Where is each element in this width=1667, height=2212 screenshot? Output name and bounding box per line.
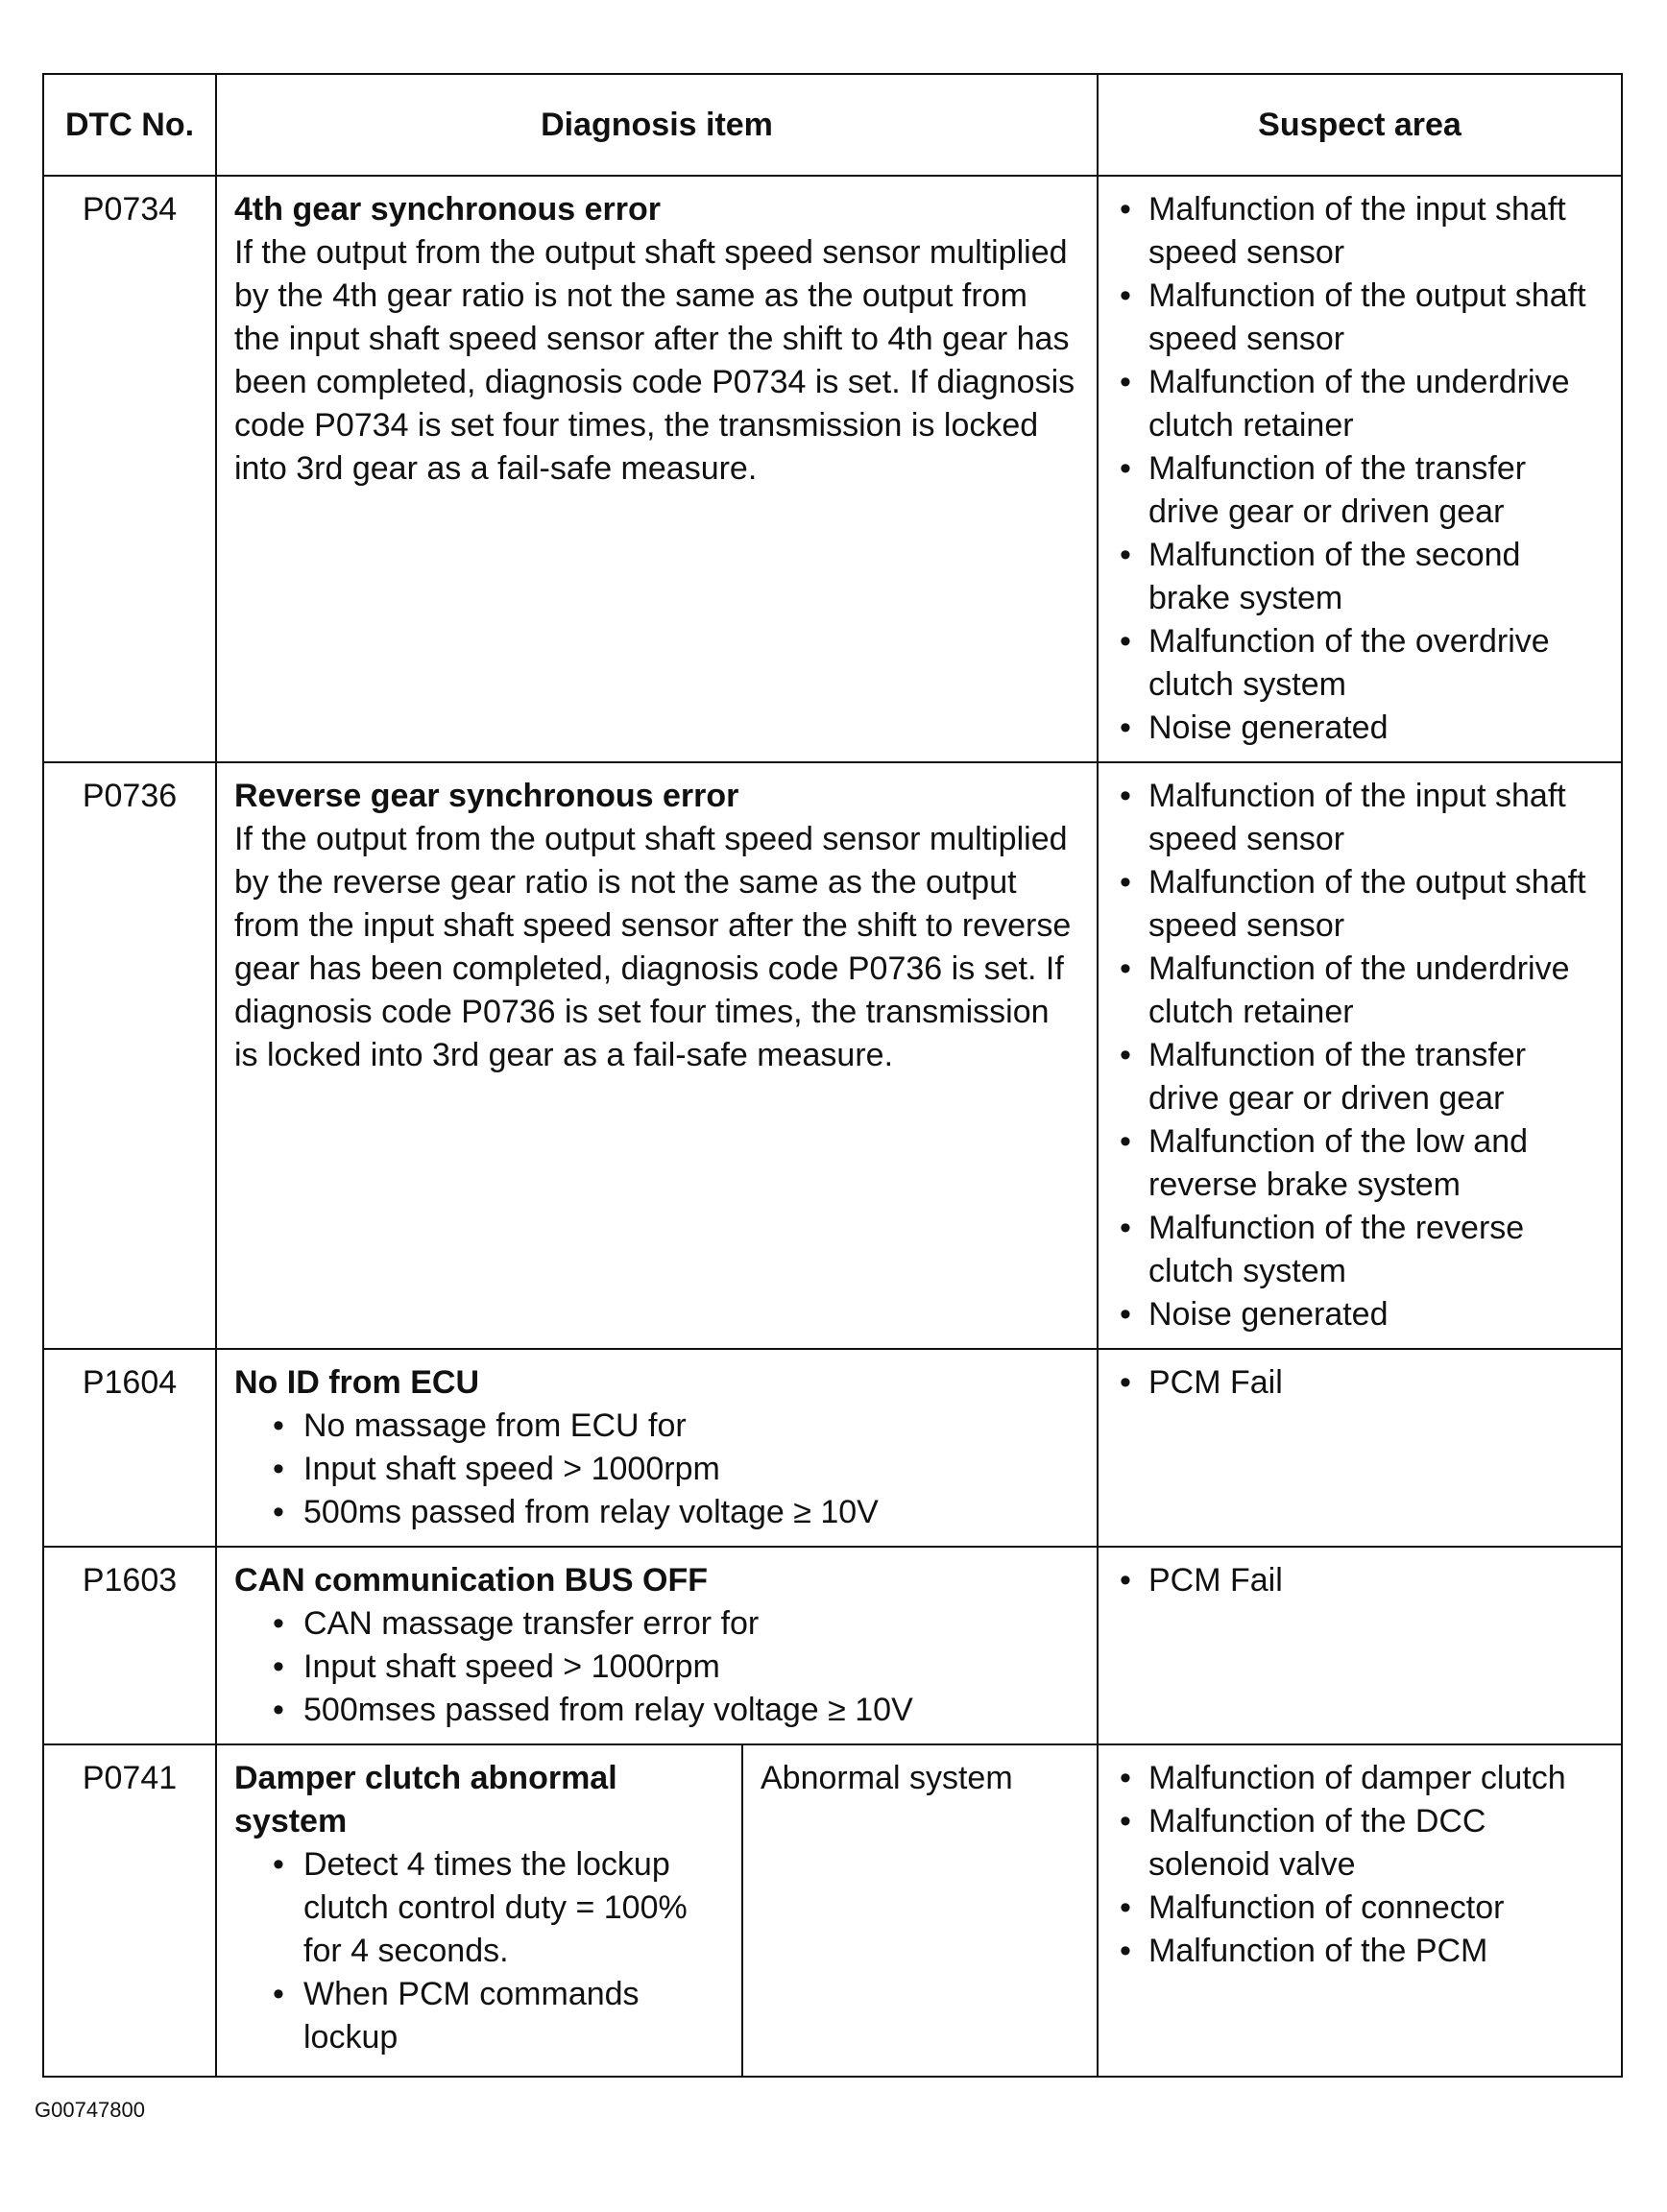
diagnosis-aside-cell: Abnormal system [742,1744,1098,2077]
diagnosis-cell [216,1349,1098,1547]
table-row [43,762,1622,1349]
suspect-item: • Malfunction of the underdrive clutch retainer [1116,361,1604,447]
suspect-item: • Malfunction of the reverse clutch system [1116,1207,1604,1293]
condition-item: • Input shaft speed > 1000rpm [269,1448,1079,1491]
diagnosis-title: Reverse gear synchronous error [234,778,739,814]
table-header-row [43,74,1622,176]
table-row [43,1744,1622,2077]
diagnosis-cell [216,1547,1098,1744]
suspect-item: • Malfunction of the PCM [1116,1930,1604,1973]
diagnosis-title: No ID from ECU [234,1364,479,1401]
header-dtc-no: DTC No. [43,74,216,176]
suspect-cell [1098,1744,1622,2077]
condition-item: • When PCM commands lockup [269,1973,724,2059]
diagnosis-title: 4th gear synchronous error [234,191,662,228]
condition-item: • CAN massage transfer error for [269,1602,1079,1646]
dtc-code: P1604 [43,1349,216,1547]
suspect-item: • Malfunction of the output shaft speed sensor [1116,861,1604,948]
suspect-item: • Malfunction of the transfer drive gear or driven gear [1116,1034,1604,1120]
diagnosis-title: CAN communication BUS OFF [234,1562,709,1599]
table-row [43,1547,1622,1744]
diagnosis-cell [216,762,1098,1349]
suspect-item: • PCM Fail [1116,1361,1604,1405]
suspect-item: • PCM Fail [1116,1559,1604,1602]
header-diagnosis-item: Diagnosis item [216,74,1098,176]
dtc-code: P0736 [43,762,216,1349]
condition-item: • 500ms passed from relay voltage ≥ 10V [269,1491,1079,1534]
diagnosis-description: If the output from the output shaft speed sensor multiplied by the reverse gear ratio is not the same as the output from the input shaft speed sensor after the shift to reverse gear has been completed, diagnosis code P0736 is set. If diagnosis code P0736 is set four times, the transmission is locked into 3rd gear as a fail-safe measure. [234,821,1072,1073]
suspect-item: • Noise generated [1116,1293,1604,1336]
condition-item: • 500mses passed from relay voltage ≥ 10V [269,1689,1079,1732]
suspect-item: • Malfunction of the output shaft speed sensor [1116,275,1604,361]
suspect-item: • Malfunction of damper clutch [1116,1757,1604,1800]
dtc-code: P1603 [43,1547,216,1744]
diagnosis-description: If the output from the output shaft speed sensor multiplied by the 4th gear ratio is not the same as the output from the input shaft speed sensor after the shift to 4th gear has been completed, diagnosis code P0734 is set. If diagnosis code P0734 is set four times, the transmission is locked into 3rd gear as a fail-safe measure. [234,234,1075,487]
suspect-item: • Malfunction of the low and reverse brake system [1116,1120,1604,1207]
figure-id: G00747800 [35,2098,145,2122]
suspect-cell [1098,762,1622,1349]
table-row [43,176,1622,762]
suspect-item: • Malfunction of the input shaft speed sensor [1116,188,1604,275]
dtc-table [42,73,1623,2078]
condition-item: • Input shaft speed > 1000rpm [269,1646,1079,1689]
suspect-cell [1098,1349,1622,1547]
suspect-item: • Malfunction of the second brake system [1116,534,1604,620]
table-row [43,1349,1622,1547]
header-suspect-area: Suspect area [1098,74,1622,176]
suspect-cell [1098,1547,1622,1744]
diagnosis-title: Damper clutch abnormal system [234,1760,617,1839]
diagnosis-cell [216,176,1098,762]
condition-item: • Detect 4 times the lockup clutch control duty = 100% for 4 seconds. [269,1843,724,1973]
dtc-code: P0741 [43,1744,216,2077]
suspect-item: • Malfunction of the DCC solenoid valve [1116,1800,1604,1887]
suspect-item: • Malfunction of the transfer drive gear or driven gear [1116,447,1604,534]
suspect-item: • Noise generated [1116,707,1604,750]
suspect-item: • Malfunction of connector [1116,1887,1604,1930]
suspect-item: • Malfunction of the input shaft speed sensor [1116,775,1604,861]
dtc-code: P0734 [43,176,216,762]
diagnosis-cell [216,1744,742,2077]
suspect-item: • Malfunction of the underdrive clutch retainer [1116,948,1604,1034]
condition-item: • No massage from ECU for [269,1405,1079,1448]
suspect-item: • Malfunction of the overdrive clutch system [1116,620,1604,707]
suspect-cell [1098,176,1622,762]
